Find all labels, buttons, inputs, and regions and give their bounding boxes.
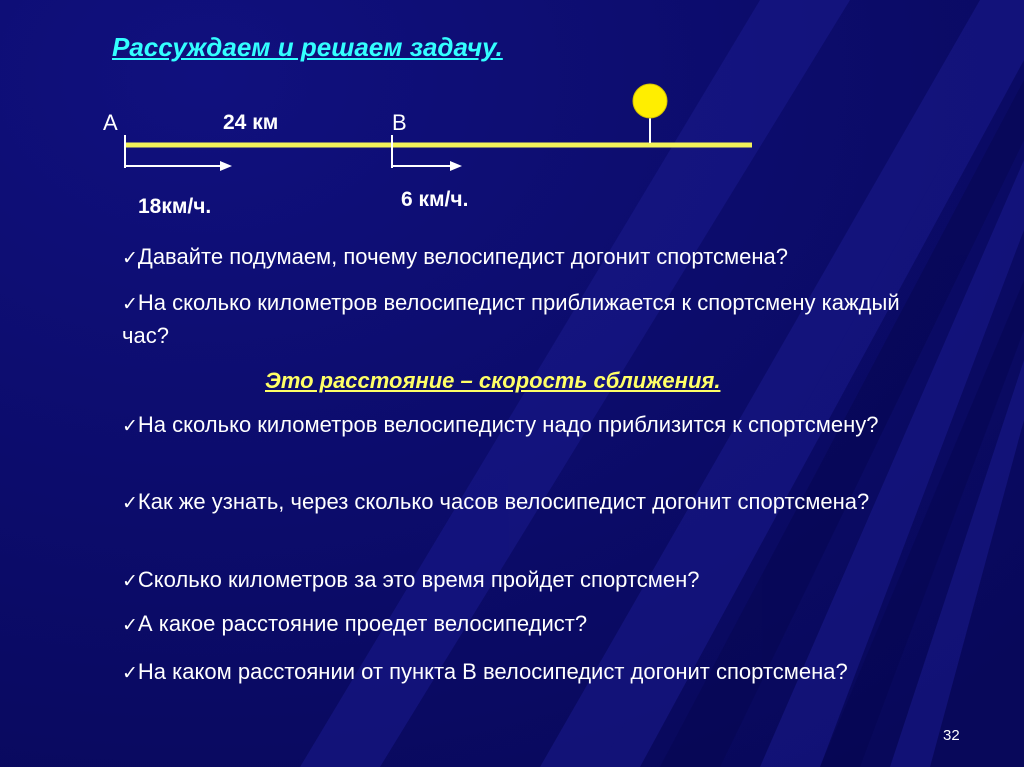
check-icon: ✓ — [122, 416, 138, 437]
question-item — [122, 409, 942, 442]
question-item — [122, 486, 942, 519]
check-icon: ✓ — [122, 493, 138, 514]
athlete-arrow — [392, 161, 462, 171]
question-text: Сколько километров за это время пройдет спортсмен? — [137, 567, 700, 592]
check-icon: ✓ — [122, 615, 138, 636]
question-text: На каком расстоянии от пункта В велосипедист догонит спортсмена? — [137, 659, 848, 684]
question-item — [122, 656, 942, 689]
question-item — [122, 241, 942, 274]
question-text: Давайте подумаем, почему велосипедист догонит спортсмена? — [137, 244, 788, 269]
check-icon: ✓ — [122, 248, 138, 269]
question-item — [122, 564, 942, 597]
sun-icon — [633, 84, 667, 118]
slide-title: Рассуждаем и решаем задачу. — [112, 32, 503, 62]
check-icon: ✓ — [122, 571, 138, 592]
check-icon: ✓ — [122, 663, 138, 684]
question-text: На сколько километров велосипедист приближается к спортсмену каждый час? — [122, 290, 900, 348]
question-item — [122, 287, 942, 351]
question-text: А какое расстояние проедет велосипедист? — [137, 611, 588, 636]
point-a-label: A — [103, 110, 118, 135]
question-text: На сколько километров велосипедисту надо приблизится к спортсмену? — [137, 412, 879, 437]
question-text: Как же узнать, через сколько часов велосипедист догонит спортсмена? — [137, 489, 870, 514]
page-number: 32 — [943, 727, 960, 744]
check-icon: ✓ — [122, 294, 138, 315]
point-b-label: B — [392, 110, 407, 135]
athlete-speed-label: 6 км/ч. — [401, 188, 469, 211]
distance-label: 24 км — [223, 111, 279, 134]
speed-of-approach-note: Это расстояние – скорость сближения. — [265, 368, 721, 393]
cyclist-speed-label: 18км/ч. — [138, 195, 212, 218]
question-item — [122, 608, 942, 641]
cyclist-arrow — [125, 161, 232, 171]
